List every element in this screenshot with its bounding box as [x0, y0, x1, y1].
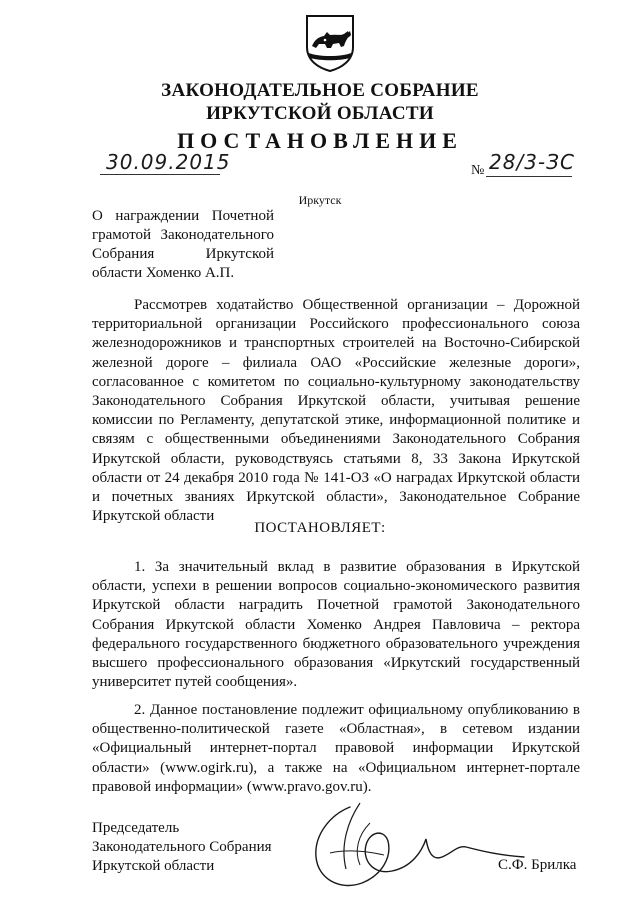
item-1-paragraph: 1. За значительный вклад в развитие образования в Иркутской области, успехи в решении вопросов социально-экономического развития Иркутской области наградить Почетной грамотой Законодательного Собрания Иркутской области Хоменко Андрея Павловича – ректора федерального государственного бюджетного образовательного учреждения высшего профессионального образования «Иркутский государственный университет путей сообщения».: [92, 559, 580, 691]
handwritten-signature-icon: [300, 795, 530, 900]
signatory-title: [92, 819, 272, 876]
org-name-line1: ЗАКОНОДАТЕЛЬНОЕ СОБРАНИЕ: [161, 80, 479, 101]
resolves-heading: ПОСТАНОВЛЯЕТ:: [254, 520, 386, 536]
handwritten-date: 30.09.2015: [106, 150, 231, 174]
coat-of-arms-icon: [303, 13, 357, 73]
handwritten-number: 28/3-ЗС: [489, 150, 575, 174]
number-underline: [486, 176, 572, 177]
document-type: ПОСТАНОВЛЕНИЕ: [177, 128, 463, 153]
document-subject: О награждении Почетной грамотой Законодательного Собрания Иркутской области Хоменко А.П.: [92, 208, 274, 281]
item-2-paragraph: 2. Данное постановление подлежит официальному опубликованию в общественно-политической газете «Областная», в сетевом издании «Официальный интернет-портал правовой информации Иркутской области» (www.ogirk.ru), а также на «Официальном интернет-портале правовой информации» (www.pravo.gov.ru).: [92, 702, 580, 795]
signatory-title-line3: Иркутской области: [92, 858, 215, 874]
number-label: №: [471, 163, 485, 178]
signatory-title-line2: Законодательного Собрания: [92, 839, 272, 855]
signatory-name: С.Ф. Брилка: [498, 857, 577, 873]
preamble-paragraph: Рассмотрев ходатайство Общественной организации – Дорожной территориальной организации Российского профессионального союза железнодорожников и транспортных строителей на Восточно-Сибирской железной дороге – филиала ОАО «Российские железные дороги», согласованное с комитетом по социально-культурному законодательству Законодательного Собрания Иркутской области, учитывая решение комиссии по Регламенту, депутатской этике, информационной политике и связям с общественными объединениями Законодательного Собрания Иркутской области, руководствуясь статьями 8, 33 Закона Иркутской области от 24 декабря 2010 года № 141-ОЗ «О наградах Иркутской области и почетных званиях Иркутской области», Законодательное Собрание Иркутской области: [92, 297, 580, 525]
city-name: Иркутск: [298, 193, 342, 207]
org-name-line2: ИРКУТСКОЙ ОБЛАСТИ: [206, 103, 434, 124]
signatory-title-line1: Председатель: [92, 820, 180, 836]
date-underline: [100, 174, 220, 175]
